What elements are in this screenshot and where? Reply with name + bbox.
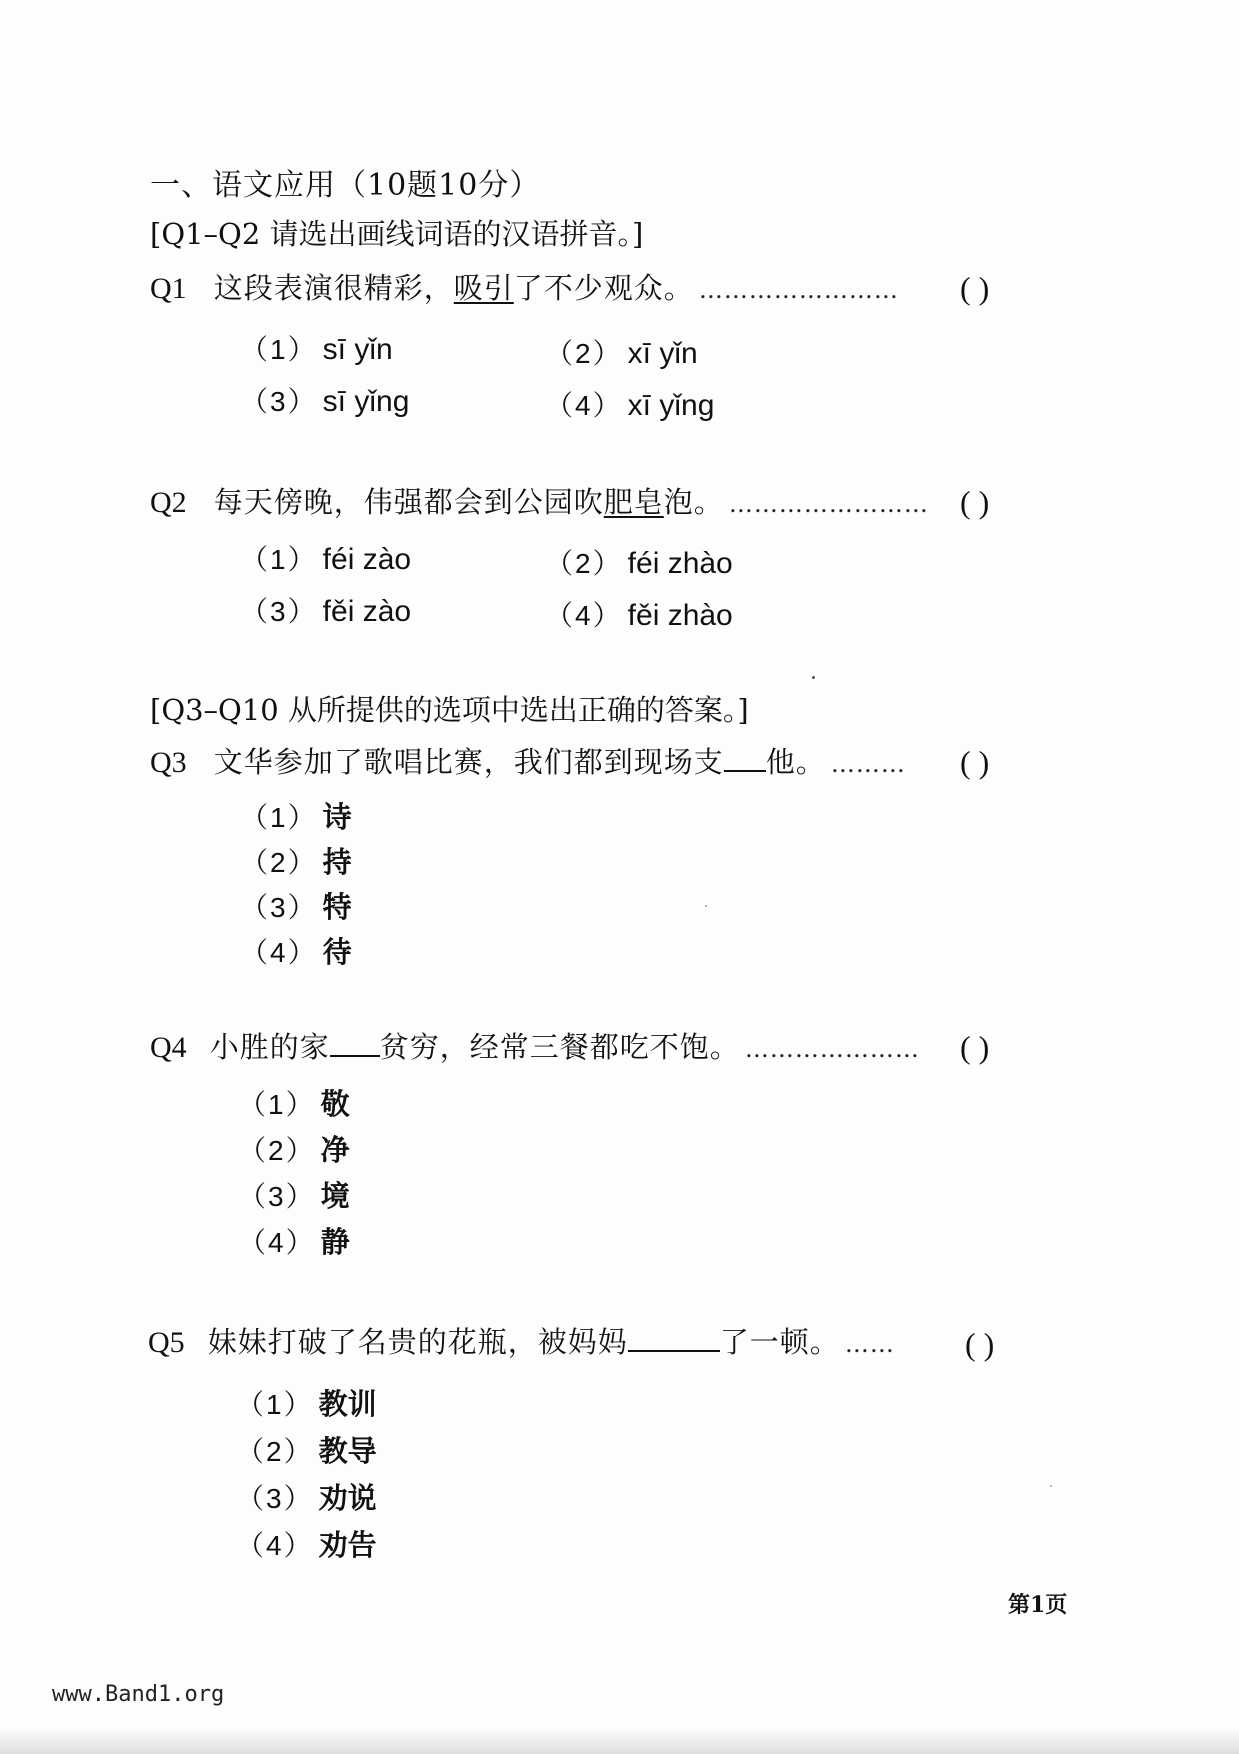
option-text: 境: [320, 1179, 350, 1213]
answer-box-q4[interactable]: ( ): [960, 1029, 990, 1065]
option-text: xī yǐn: [627, 337, 698, 370]
option-text: 劝说: [318, 1481, 377, 1515]
question-text-before: 每天傍晚，伟强都会到公园吹: [213, 485, 604, 519]
option-number: （1）: [236, 1389, 314, 1420]
scan-speck: [1050, 1485, 1052, 1487]
underlined-word: 肥皂: [603, 485, 664, 519]
option-q3-2[interactable]: [240, 840, 352, 881]
option-text: 诗: [322, 800, 352, 834]
option-q4-1[interactable]: [238, 1082, 350, 1123]
answer-box-q1[interactable]: ( ): [960, 270, 990, 306]
instruction-q1-q2: [Q1–Q2 请选出画线词语的汉语拼音。]: [150, 217, 644, 251]
option-number: （3）: [240, 892, 318, 923]
option-text: sī yǐn: [322, 333, 393, 366]
option-q5-3[interactable]: [236, 1476, 377, 1517]
option-q1-1[interactable]: [240, 328, 393, 368]
option-q2-2[interactable]: [545, 542, 733, 582]
dotted-leader: ……: [844, 1330, 895, 1358]
option-q4-2[interactable]: [238, 1128, 350, 1169]
dotted-leader: …………………: [744, 1035, 920, 1063]
option-text: 教训: [318, 1387, 377, 1421]
option-number: （4）: [240, 937, 318, 968]
question-number: Q2: [150, 486, 187, 519]
option-number: （1）: [238, 1089, 316, 1120]
option-q1-2[interactable]: [545, 332, 698, 372]
question-text-before: 文华参加了歌唱比赛，我们都到现场支: [213, 745, 724, 779]
option-q4-3[interactable]: [238, 1174, 350, 1215]
option-number: （2）: [240, 847, 318, 878]
option-text: 劝告: [318, 1528, 377, 1562]
question-text-after: 了不少观众。: [513, 271, 694, 305]
option-number: （3）: [240, 386, 318, 417]
option-q2-3[interactable]: [240, 590, 411, 630]
option-q3-4[interactable]: [240, 930, 352, 971]
question-text-after: 了一顿。: [719, 1325, 840, 1359]
option-number: （1）: [240, 802, 318, 833]
option-text: féi zào: [322, 543, 412, 576]
instruction-q3-q10: [Q3–Q10 从所提供的选项中选出正确的答案。]: [150, 693, 749, 727]
option-number: （2）: [545, 548, 623, 579]
option-text: 特: [322, 890, 352, 924]
option-q1-3[interactable]: [240, 380, 409, 420]
option-text: 净: [320, 1133, 350, 1167]
question-q5: [148, 1320, 895, 1361]
option-number: （1）: [240, 544, 318, 575]
answer-blank: [724, 746, 766, 772]
question-text-after: 他。: [765, 745, 826, 779]
dotted-leader: ………: [830, 750, 906, 778]
option-number: （1）: [240, 334, 318, 365]
watermark-url[interactable]: www.Band1.org: [52, 1682, 225, 1707]
option-text: fěi zào: [322, 595, 412, 628]
scan-speck: [705, 905, 707, 907]
answer-box-q3[interactable]: ( ): [960, 744, 990, 780]
option-text: sī yǐng: [322, 385, 410, 418]
option-number: （2）: [236, 1436, 314, 1467]
page-number: 第1页: [1008, 1592, 1068, 1618]
option-q5-2[interactable]: [236, 1429, 377, 1470]
option-q2-1[interactable]: [240, 538, 411, 578]
answer-box-q2[interactable]: ( ): [960, 484, 990, 520]
question-number: Q5: [148, 1326, 185, 1359]
option-number: （2）: [545, 338, 623, 369]
option-q1-4[interactable]: [545, 384, 714, 424]
option-q4-4[interactable]: [238, 1220, 350, 1261]
question-number: Q3: [150, 746, 187, 779]
option-q2-4[interactable]: [545, 594, 733, 634]
option-text: 静: [320, 1225, 350, 1259]
option-text: 持: [322, 845, 352, 879]
question-text-before: 小胜的家: [209, 1030, 330, 1064]
option-number: （4）: [238, 1227, 316, 1258]
question-q1: [150, 266, 899, 307]
answer-box-q5[interactable]: ( ): [965, 1326, 995, 1362]
option-q5-4[interactable]: [236, 1523, 377, 1564]
question-text-after: 泡。: [663, 485, 724, 519]
option-number: （3）: [240, 596, 318, 627]
option-text: 待: [322, 935, 352, 969]
underlined-word: 吸引: [453, 271, 514, 305]
question-text-before: 妹妹打破了名贵的花瓶，被妈妈: [207, 1325, 628, 1359]
option-number: （4）: [236, 1530, 314, 1561]
question-number: Q4: [150, 1031, 187, 1064]
question-text-after: 贫穷，经常三餐都吃不饱。: [379, 1030, 740, 1064]
scan-bottom-edge: [0, 1728, 1239, 1754]
dotted-leader: ……………………: [728, 490, 929, 518]
option-number: （4）: [545, 390, 623, 421]
question-q3: [150, 740, 906, 781]
option-text: féi zhào: [627, 547, 733, 580]
option-number: （4）: [545, 600, 623, 631]
option-text: fěi zhào: [627, 599, 733, 632]
question-number: Q1: [150, 272, 187, 305]
dotted-leader: ……………………: [698, 276, 899, 304]
option-number: （3）: [236, 1483, 314, 1514]
option-number: （3）: [238, 1181, 316, 1212]
scan-speck: [812, 676, 815, 679]
option-text: 教导: [318, 1434, 377, 1468]
question-q2: [150, 480, 929, 521]
answer-blank: [628, 1326, 720, 1352]
section-title: 一、语文应用（10题10分）: [150, 168, 541, 203]
option-text: xī yǐng: [627, 389, 715, 422]
option-number: （2）: [238, 1135, 316, 1166]
answer-blank: [330, 1031, 380, 1057]
question-text-before: 这段表演很精彩，: [213, 271, 454, 305]
option-q3-1[interactable]: [240, 795, 352, 836]
option-q3-3[interactable]: [240, 885, 352, 926]
option-q5-1[interactable]: [236, 1382, 377, 1423]
question-q4: [150, 1025, 920, 1066]
option-text: 敬: [320, 1087, 350, 1121]
